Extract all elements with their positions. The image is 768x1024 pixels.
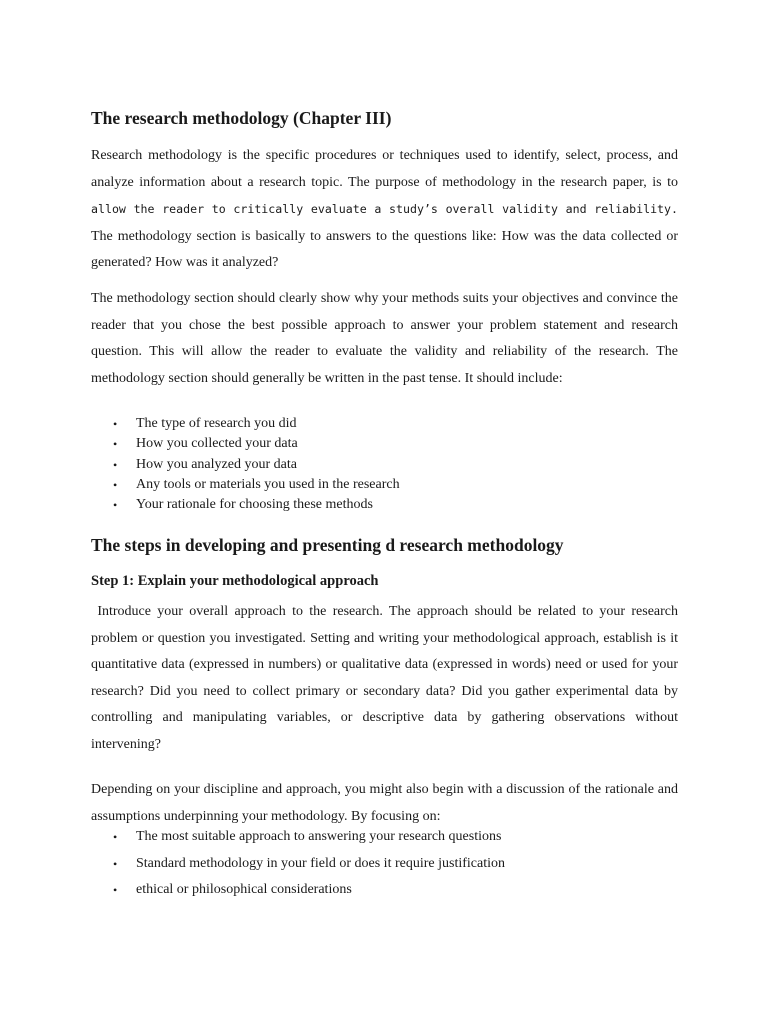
bullet-icon: • <box>113 437 118 452</box>
chapter-title: The research methodology (Chapter III) <box>91 108 392 128</box>
list-item: • How you collected your data <box>91 434 400 454</box>
focus-list <box>91 824 505 904</box>
intro-paragraph <box>91 143 678 277</box>
bullet-icon: • <box>113 498 118 513</box>
bullet-icon: • <box>113 477 118 492</box>
bullet-icon: • <box>113 417 118 431</box>
list-item: • How you analyzed your data <box>91 455 400 475</box>
list-item: • ethical or philosophical considerations <box>91 877 505 904</box>
step1-paragraph-2: Depending on your discipline and approach, you might also begin with a discussion of the rationale and assumptions underpinning your methodology. By focusing on: <box>91 782 678 824</box>
list-item: • Any tools or materials you used in the research <box>91 475 400 495</box>
list-item: • Your rationale for choosing these methods <box>91 495 400 515</box>
step1-paragraph: Introduce your overall approach to the research. The approach should be related to your research problem or question you investigated. Setting and writing your methodological approach, establish is it quantitative data (expressed in numbers) or qualitative data (expressed in words) need or used for your research? Did you need to collect primary or secondary data? Did you gather experimental data by controlling and manipulating variables, or descriptive data by gathering observations without intervening? <box>91 604 679 752</box>
bullet-icon: • <box>113 883 118 897</box>
intro-text-2: The methodology section is basically to answers to the questions like: How was the data collected or generated? How was it analyzed? <box>91 228 678 270</box>
list-item: • The most suitable approach to answering your research questions <box>91 824 505 851</box>
bullet-icon: • <box>113 830 118 844</box>
list-item: • Standard methodology in your field or does it require justification <box>91 851 505 878</box>
bullet-icon: • <box>113 856 118 871</box>
methodology-paragraph: The methodology section should clearly show why your methods suits your objectives and convince the reader that you chose the best possible approach to answer your problem statement and research question. This will allow the reader to evaluate the validity and reliability of the research. The methodology section should generally be written in the past tense. It should include: <box>91 291 678 386</box>
list-item: • The type of research you did <box>91 414 400 434</box>
intro-text-1: Research methodology is the specific procedures or techniques used to identify, select, process, and analyze information about a research topic. The purpose of methodology in the research paper, is to <box>91 148 678 190</box>
steps-heading: The steps in developing and presenting d research methodology <box>91 535 564 555</box>
bullet-icon: • <box>113 457 118 472</box>
include-list <box>91 414 400 515</box>
intro-mono-text: allow the reader to critically evaluate a study’s overall validity and reliability. <box>91 202 678 216</box>
step1-heading: Step 1: Explain your methodological approach <box>91 573 379 589</box>
